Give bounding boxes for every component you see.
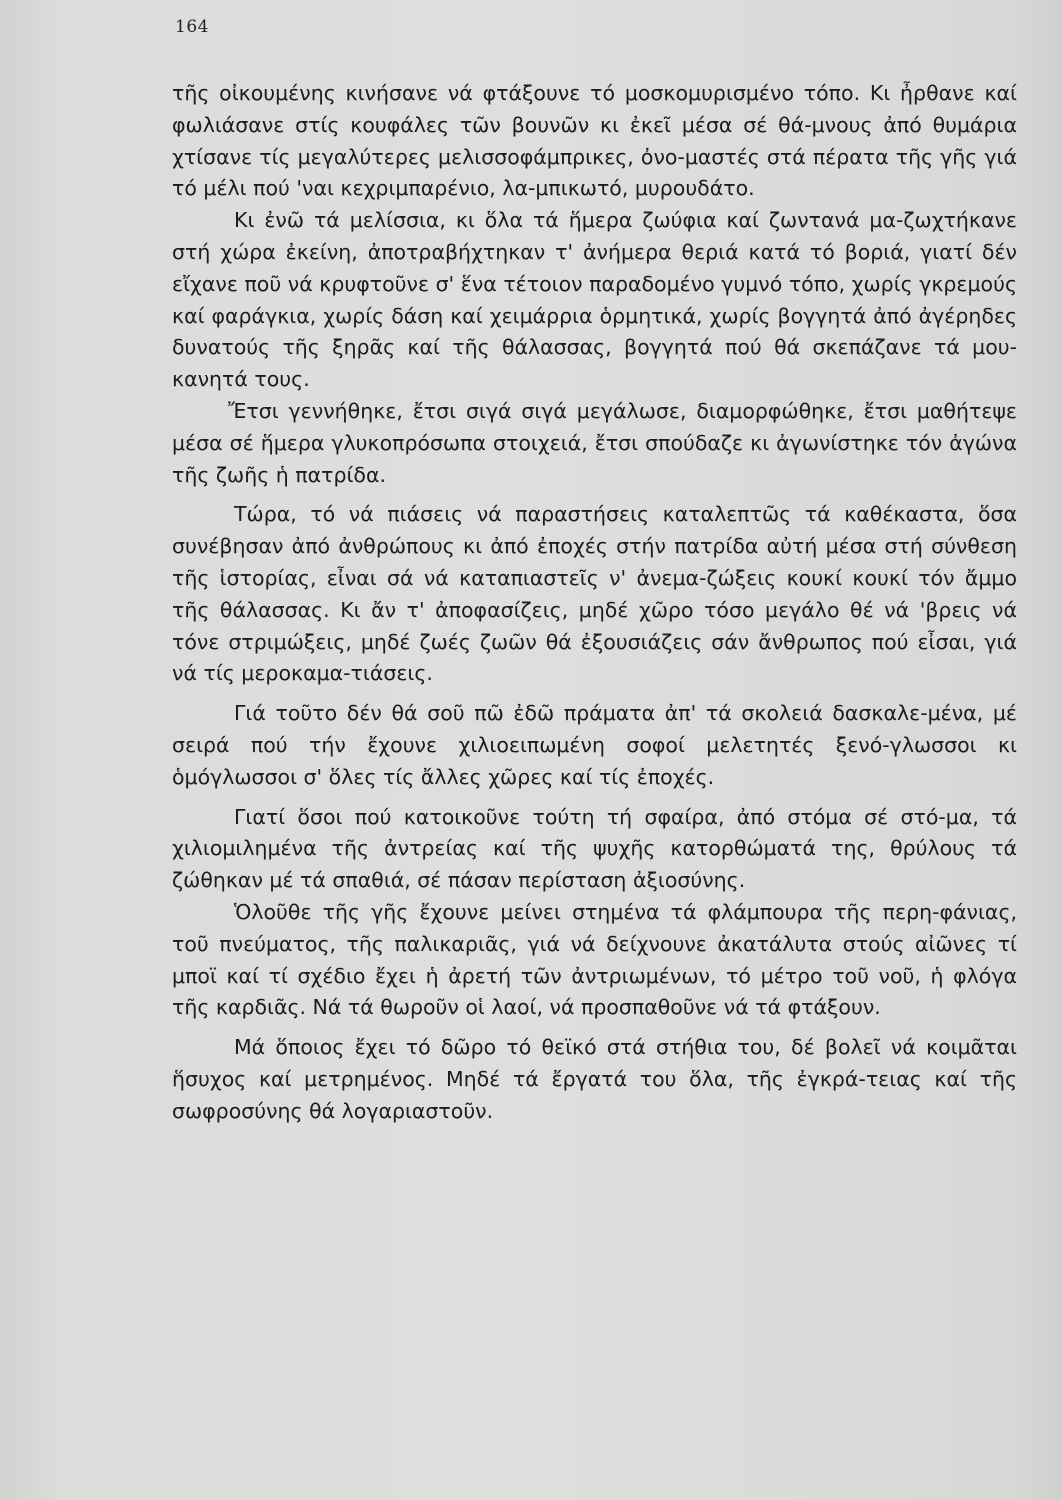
paragraph: Τώρα, τό νά πιάσεις νά παραστήσεις καταλεπτῶς τά καθέκαστα, ὅσα συνέβησαν ἀπό ἀνθρώπους κι ἀπό ἐποχές στήν πατρίδα αὐτή μέσα στή σύνθεση τῆς ἱστορίας, εἶναι σά νά καταπιαστεῖς ν' ἀνεμα-ζώξεις κουκί κουκί τόν ἄμμο τῆς θάλασσας. Κι ἄν τ' ἀποφασίζεις, μηδέ χῶρο τόσο μεγάλο θέ νά 'βρεις νά τόνε στριμώξεις, μηδέ ζωές ζωῶν θά ἐξουσιάζεις σάν ἄνθρωπος πού εἶσαι, γιά νά τίς μεροκαμα-τιάσεις. (172, 502, 1017, 686)
paragraph: Γιατί ὅσοι πού κατοικοῦνε τούτη τή σφαίρα, ἀπό στόμα σέ στό-μα, τά χιλιομιλημένα τῆς ἀντρείας καί τῆς ψυχῆς κατορθώματά της, θρύλους τά ζώθηκαν μέ τά σπαθιά, σέ πάσαν περίσταση ἀξιοσύνης. (172, 804, 1017, 893)
paragraph: Κι ἐνῶ τά μελίσσια, κι ὅλα τά ἥμερα ζωύφια καί ζωντανά μα-ζωχτήκανε στή χώρα ἐκείνη, ἀποτραβήχτηκαν τ' ἀνήμερα θεριά κατά τό βοριά, γιατί δέν εἴχανε ποῦ νά κρυφτοῦνε σ' ἕνα τέτοιον παραδομένο γυμνό τόπο, χωρίς γκρεμούς καί φαράγκια, χωρίς δάση καί χειμάρρια ὁρμητικά, χωρίς βογγητά ἀπό ἀγέρηδες δυνατούς τῆς ξηρᾶς καί τῆς θάλασσας, βογγητά πού θά σκεπάζανε τά μου-κανητά τους. (172, 208, 1017, 392)
paragraph: Μά ὅποιος ἔχει τό δῶρο τό θεϊκό στά στήθια του, δέ βολεῖ νά κοιμᾶται ἥσυχος καί μετρημένος. Μηδέ τά ἔργατά του ὅλα, τῆς ἐγκρά-τειας καί τῆς σωφροσύνης θά λογαριαστοῦν. (172, 1035, 1017, 1123)
paragraph: Ὁλοῦθε τῆς γῆς ἔχουνε μείνει στημένα τά φλάμπουρα τῆς περη-φάνιας, τοῦ πνεύματος, τῆς παλικαριᾶς, γιά νά δείχνουνε ἀκατάλυτα στούς αἰῶνες τί μποϊ καί τί σχέδιο ἔχει ἡ ἀρετή τῶν ἀντριωμένων, τό μέτρο τοῦ νοῦ, ἡ φλόγα τῆς καρδιᾶς. Νά τά θωροῦν οἱ λαοί, νά προσπαθοῦνε νά τά φτάξουν. (172, 899, 1017, 1020)
page-number: 164 (175, 17, 209, 37)
paragraph: Γιά τοῦτο δέν θά σοῦ πῶ ἐδῶ πράματα ἀπ' τά σκολειά δασκαλε-μένα, μέ σειρά πού τήν ἔχουνε χιλιοειπωμένη σοφοί μελετητές ξενό-γλωσσοι κι ὁμόγλωσσοι σ' ὅλες τίς ἄλλες χῶρες καί τίς ἐποχές. (172, 701, 1017, 789)
paragraph: Ἔτσι γεννήθηκε, ἔτσι σιγά σιγά μεγάλωσε, διαμορφώθηκε, ἔτσι μαθήτεψε μέσα σέ ἥμερα γλυκοπρόσωπα στοιχειά, ἔτσι σπούδαζε κι ἀγωνίστηκε τόν ἀγώνα τῆς ζωῆς ἡ πατρίδα. (172, 398, 1017, 487)
paragraph: τῆς οἰκουμένης κινήσανε νά φτάξουνε τό μοσκομυρισμένο τόπο. Κι ἦρθανε καί φωλιάσανε στίς κουφάλες τῶν βουνῶν κι ἐκεῖ μέσα σέ θά-μνους ἀπό θυμάρια χτίσανε τίς μεγαλύτερες μελισσοφάμπρικες, ὀνο-μαστές στά πέρατα τῆς γῆς γιά τό μέλι πού 'ναι κεχριμπαρένιο, λα-μπικωτό, μυρουδάτο. (172, 81, 1017, 201)
body-text (172, 78, 1017, 1128)
